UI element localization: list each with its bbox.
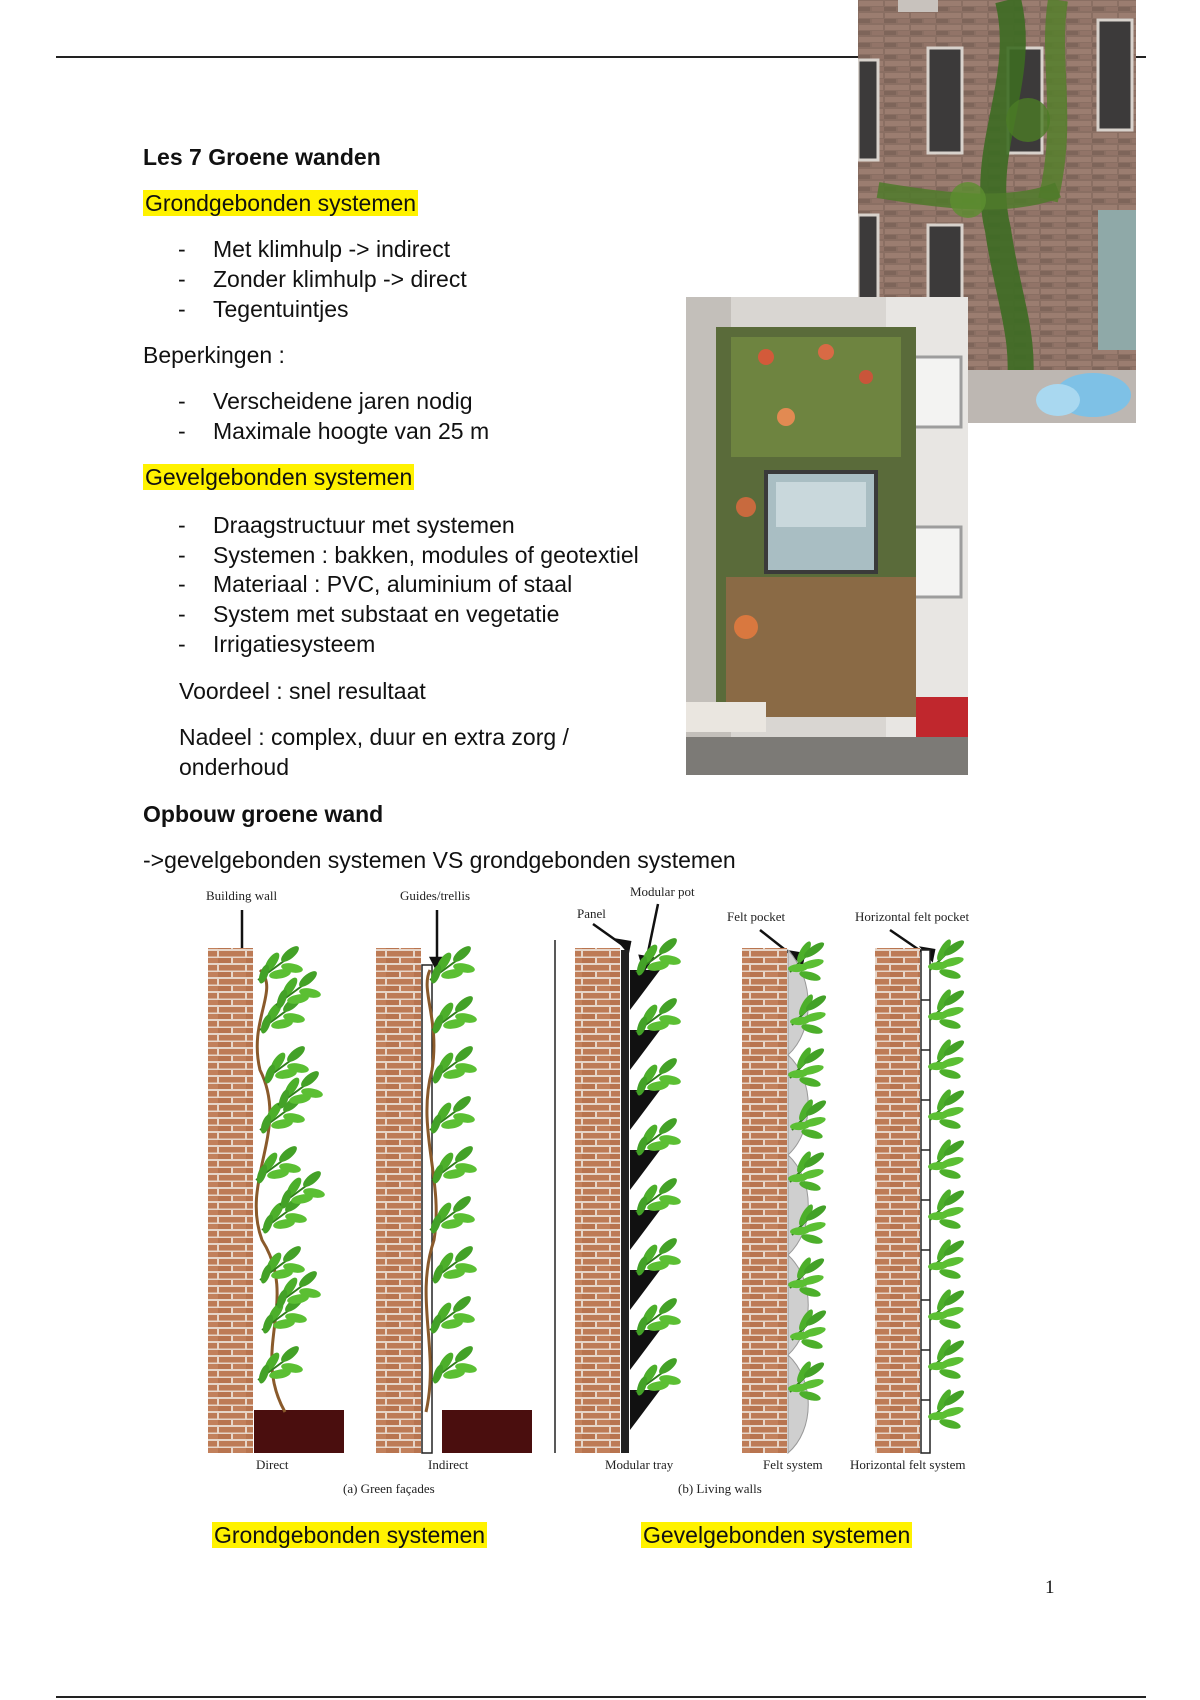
advantage-text: Voordeel : snel resultaat xyxy=(179,678,426,704)
list-item-text: Materiaal : PVC, aluminium of staal xyxy=(213,571,573,597)
brick-wall xyxy=(875,948,920,1453)
page-number: 1 xyxy=(1045,1577,1055,1598)
list-item-text: Draagstructuur met systemen xyxy=(213,512,515,538)
disadvantage-text-line2: onderhoud xyxy=(179,754,289,780)
label-building-wall: Building wall xyxy=(206,888,278,903)
label-horizontal-felt-pocket: Horizontal felt pocket xyxy=(855,909,970,924)
footer-rule xyxy=(56,1696,1146,1698)
living-wall-photo xyxy=(686,297,968,775)
caption-indirect: Indirect xyxy=(428,1457,469,1472)
caption-modular-tray: Modular tray xyxy=(605,1457,674,1472)
horizontal-felt-plants xyxy=(928,938,966,1431)
caption-living-walls: (b) Living walls xyxy=(678,1481,762,1496)
felt-strip xyxy=(921,950,930,1453)
list-dash: - xyxy=(178,236,186,262)
list-dash: - xyxy=(178,296,186,322)
green-wall-diagram xyxy=(190,880,1000,1500)
list-item-text: Verscheidene jaren nodig xyxy=(213,388,473,414)
highlighted-caption: Grondgebonden systemen xyxy=(214,1522,486,1548)
list-dash: - xyxy=(178,388,186,414)
highlighted-heading: Grondgebonden systemen xyxy=(145,190,417,216)
climbing-plant-indirect xyxy=(429,943,478,1384)
section-heading-grondgebonden xyxy=(143,188,418,218)
soil-box xyxy=(254,1410,344,1453)
brick-wall xyxy=(742,948,787,1453)
limitations-label: Beperkingen : xyxy=(143,342,285,368)
panel xyxy=(621,950,629,1453)
list-item-text: System met substaat en vegetatie xyxy=(213,601,560,627)
list-item-text: Tegentuintjes xyxy=(213,296,349,322)
list-item-text: Zonder klimhulp -> direct xyxy=(213,266,467,292)
list-dash: - xyxy=(178,601,186,627)
label-felt-pocket: Felt pocket xyxy=(727,909,786,924)
section-heading-gevelgebonden xyxy=(143,462,414,492)
brick-wall xyxy=(575,948,620,1453)
list-dash: - xyxy=(178,512,186,538)
caption-grondgebonden xyxy=(212,1520,487,1550)
caption-felt-system: Felt system xyxy=(763,1457,823,1472)
label-guides-trellis: Guides/trellis xyxy=(400,888,471,903)
soil-box xyxy=(442,1410,532,1453)
caption-green-facades: (a) Green façades xyxy=(343,1481,435,1496)
highlighted-caption: Gevelgebonden systemen xyxy=(643,1522,911,1548)
disadvantage-text-line1: Nadeel : complex, duur en extra zorg / xyxy=(179,724,569,750)
climbing-plant-direct xyxy=(255,943,326,1384)
label-panel: Panel xyxy=(577,906,606,921)
comparison-text: ->gevelgebonden systemen VS grondgebonden systemen xyxy=(143,847,736,873)
list-item-text: Irrigatiesysteem xyxy=(213,631,376,657)
label-modular-pot: Modular pot xyxy=(630,884,695,899)
brick-wall xyxy=(376,948,421,1453)
caption-horizontal-felt-system: Horizontal felt system xyxy=(850,1457,966,1472)
list-item-text: Met klimhulp -> indirect xyxy=(213,236,451,262)
list-dash: - xyxy=(178,418,186,444)
highlighted-heading: Gevelgebonden systemen xyxy=(145,464,413,490)
list-item-text: Systemen : bakken, modules of geotextiel xyxy=(213,542,639,568)
list-dash: - xyxy=(178,542,186,568)
build-heading: Opbouw groene wand xyxy=(143,801,384,827)
list-dash: - xyxy=(178,266,186,292)
page-title: Les 7 Groene wanden xyxy=(143,144,381,170)
caption-direct: Direct xyxy=(256,1457,289,1472)
caption-gevelgebonden xyxy=(641,1520,912,1550)
list-dash: - xyxy=(178,631,186,657)
brick-wall xyxy=(208,948,253,1453)
list-dash: - xyxy=(178,571,186,597)
list-item-text: Maximale hoogte van 25 m xyxy=(213,418,490,444)
